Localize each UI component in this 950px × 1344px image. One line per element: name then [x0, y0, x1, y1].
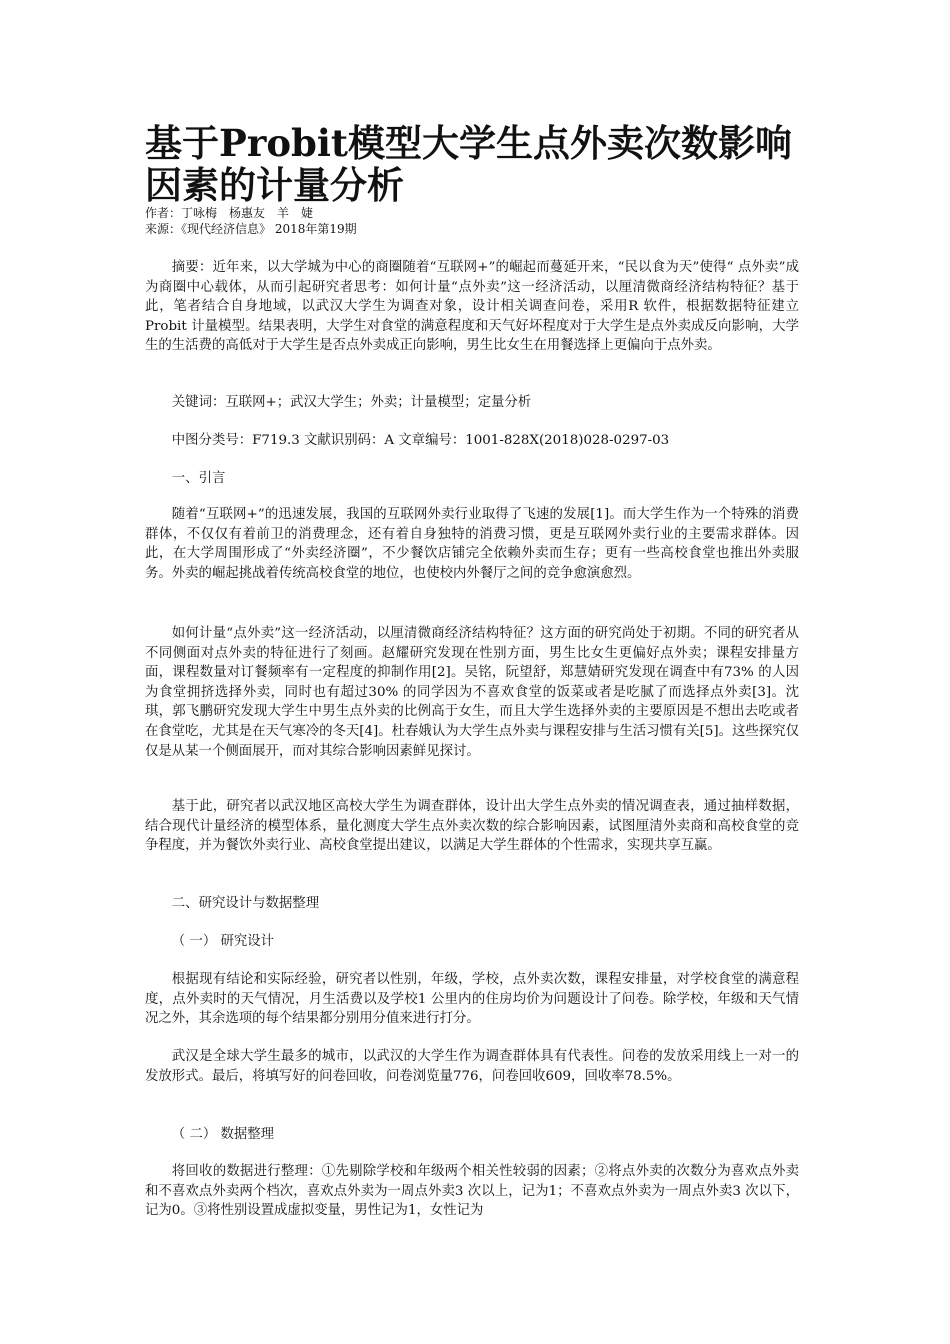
article-source: 来源：《现代经济信息》 2018年第19期 [145, 222, 357, 236]
intro-paragraph-1: 随着“互联网+”的迅速发展，我国的互联网外卖行业取得了飞速的发展[1]。而大学生作为一个特殊的消费群体，不仅仅有着前卫的消费理念，还有着自身独特的消费习惯，更是互联网外卖行业的主要需求群体。因此，在大学周围形成了“外卖经济圈”，不少餐饮店铺完全依赖外卖而生存；更有一些高校食堂也推出外卖服务。外卖的崛起挑战着传统高校食堂的地位，也使校内外餐厅之间的竞争愈演愈烈。 [145, 507, 799, 581]
abstract-paragraph: 摘要：近年来，以大学城为中心的商圈随着“互联网+”的崛起而蔓延开来，“民以食为天”使得“ 点外卖”成为商圈中心载体，从而引起研究者思考：如何计量“点外卖”这一经济活动，以厘清微商经济结构特征？基于此，笔者结合自身地域，以武汉大学生为调查对象，设计相关调查问卷，采用R 软件，根据数据特征建立Probit 计量模型。结果表明，大学生对食堂的满意程度和天气好坏程度对于大学生是点外卖成反向影响，大学生的生活费的高低对于大学生是否点外卖成正向影响，男生比女生在用餐选择上更偏向于点外卖。 [145, 260, 799, 354]
subsection-heading-design: （ 一） 研究设计 [171, 934, 275, 949]
section-heading-design: 二、研究设计与数据整理 [171, 896, 320, 911]
intro-paragraph-3: 基于此，研究者以武汉地区高校大学生为调查群体，设计出大学生点外卖的情况调查表，通过抽样数据，结合现代计量经济的模型体系，量化测度大学生点外卖次数的综合影响因素，试图厘清外卖商和高校食堂的竞争程度，并为餐饮外卖行业、高校食堂提出建议，以满足大学生群体的个性需求，实现共享互赢。 [145, 799, 799, 854]
intro-paragraph-2: 如何计量“点外卖”这一经济活动，以厘清微商经济结构特征？这方面的研究尚处于初期。不同的研究者从不同侧面对点外卖的特征进行了刻画。赵耀研究发现在性别方面，男生比女生更偏好点外卖；课程安排量方面，课程数量对订餐频率有一定程度的抑制作用[2]。吴铭，阮望舒，郑慧婧研究发现在调查中有73% 的人因为食堂拥挤选择外卖，同时也有超过30% 的同学因为不喜欢食堂的饭菜或者是吃腻了而选择点外卖[3]。沈琪，郭飞鹏研究发现大学生中男生点外卖的比例高于女生，而且大学生选择外卖的主要原因是不想出去吃或者在食堂吃，尤其是在天气寒冷的冬天[4]。杜春娥认为大学生点外卖与课程安排与生活习惯有关[5]。这些探究仅仅是从某一个侧面展开，而对其综合影响因素鲜见探讨。 [145, 626, 799, 759]
article-authors: 作者：丁咏梅 杨惠友 羊 婕 [145, 206, 314, 220]
classification-line: 中图分类号：F719.3 文献识别码：A 文章编号：1001-828X(2018)028-0297-03 [171, 433, 670, 448]
section-heading-intro: 一、引言 [171, 471, 226, 486]
article-title: 基于Probit模型大学生点外卖次数影响因素的计量分析 [145, 121, 793, 207]
keywords-line: 关键词：互联网+；武汉大学生；外卖；计量模型；定量分析 [171, 395, 532, 410]
data-paragraph-1: 将回收的数据进行整理：①先剔除学校和年级两个相关性较弱的因素；②将点外卖的次数分为喜欢点外卖和不喜欢点外卖两个档次，喜欢点外卖为一周点外卖3 次以上，记为1；不喜欢点外卖为一周点外卖3 次以下，记为0。③将性别设置成虚拟变量，男性记为1，女性记为 [145, 1164, 799, 1219]
design-paragraph-1: 根据现有结论和实际经验，研究者以性别，年级，学校，点外卖次数，课程安排量，对学校食堂的满意程度，点外卖时的天气情况，月生活费以及学校1 公里内的住房均价为问题设计了问卷。除学校，年级和天气情况之外，其余选项的每个结果都分别用分值来进行打分。 [145, 972, 799, 1027]
subsection-heading-data: （ 二） 数据整理 [171, 1127, 275, 1142]
design-paragraph-2: 武汉是全球大学生最多的城市，以武汉的大学生作为调查群体具有代表性。问卷的发放采用线上一对一的发放形式。最后，将填写好的问卷回收，问卷浏览量776，问卷回收609，回收率78.5%。 [145, 1049, 799, 1084]
